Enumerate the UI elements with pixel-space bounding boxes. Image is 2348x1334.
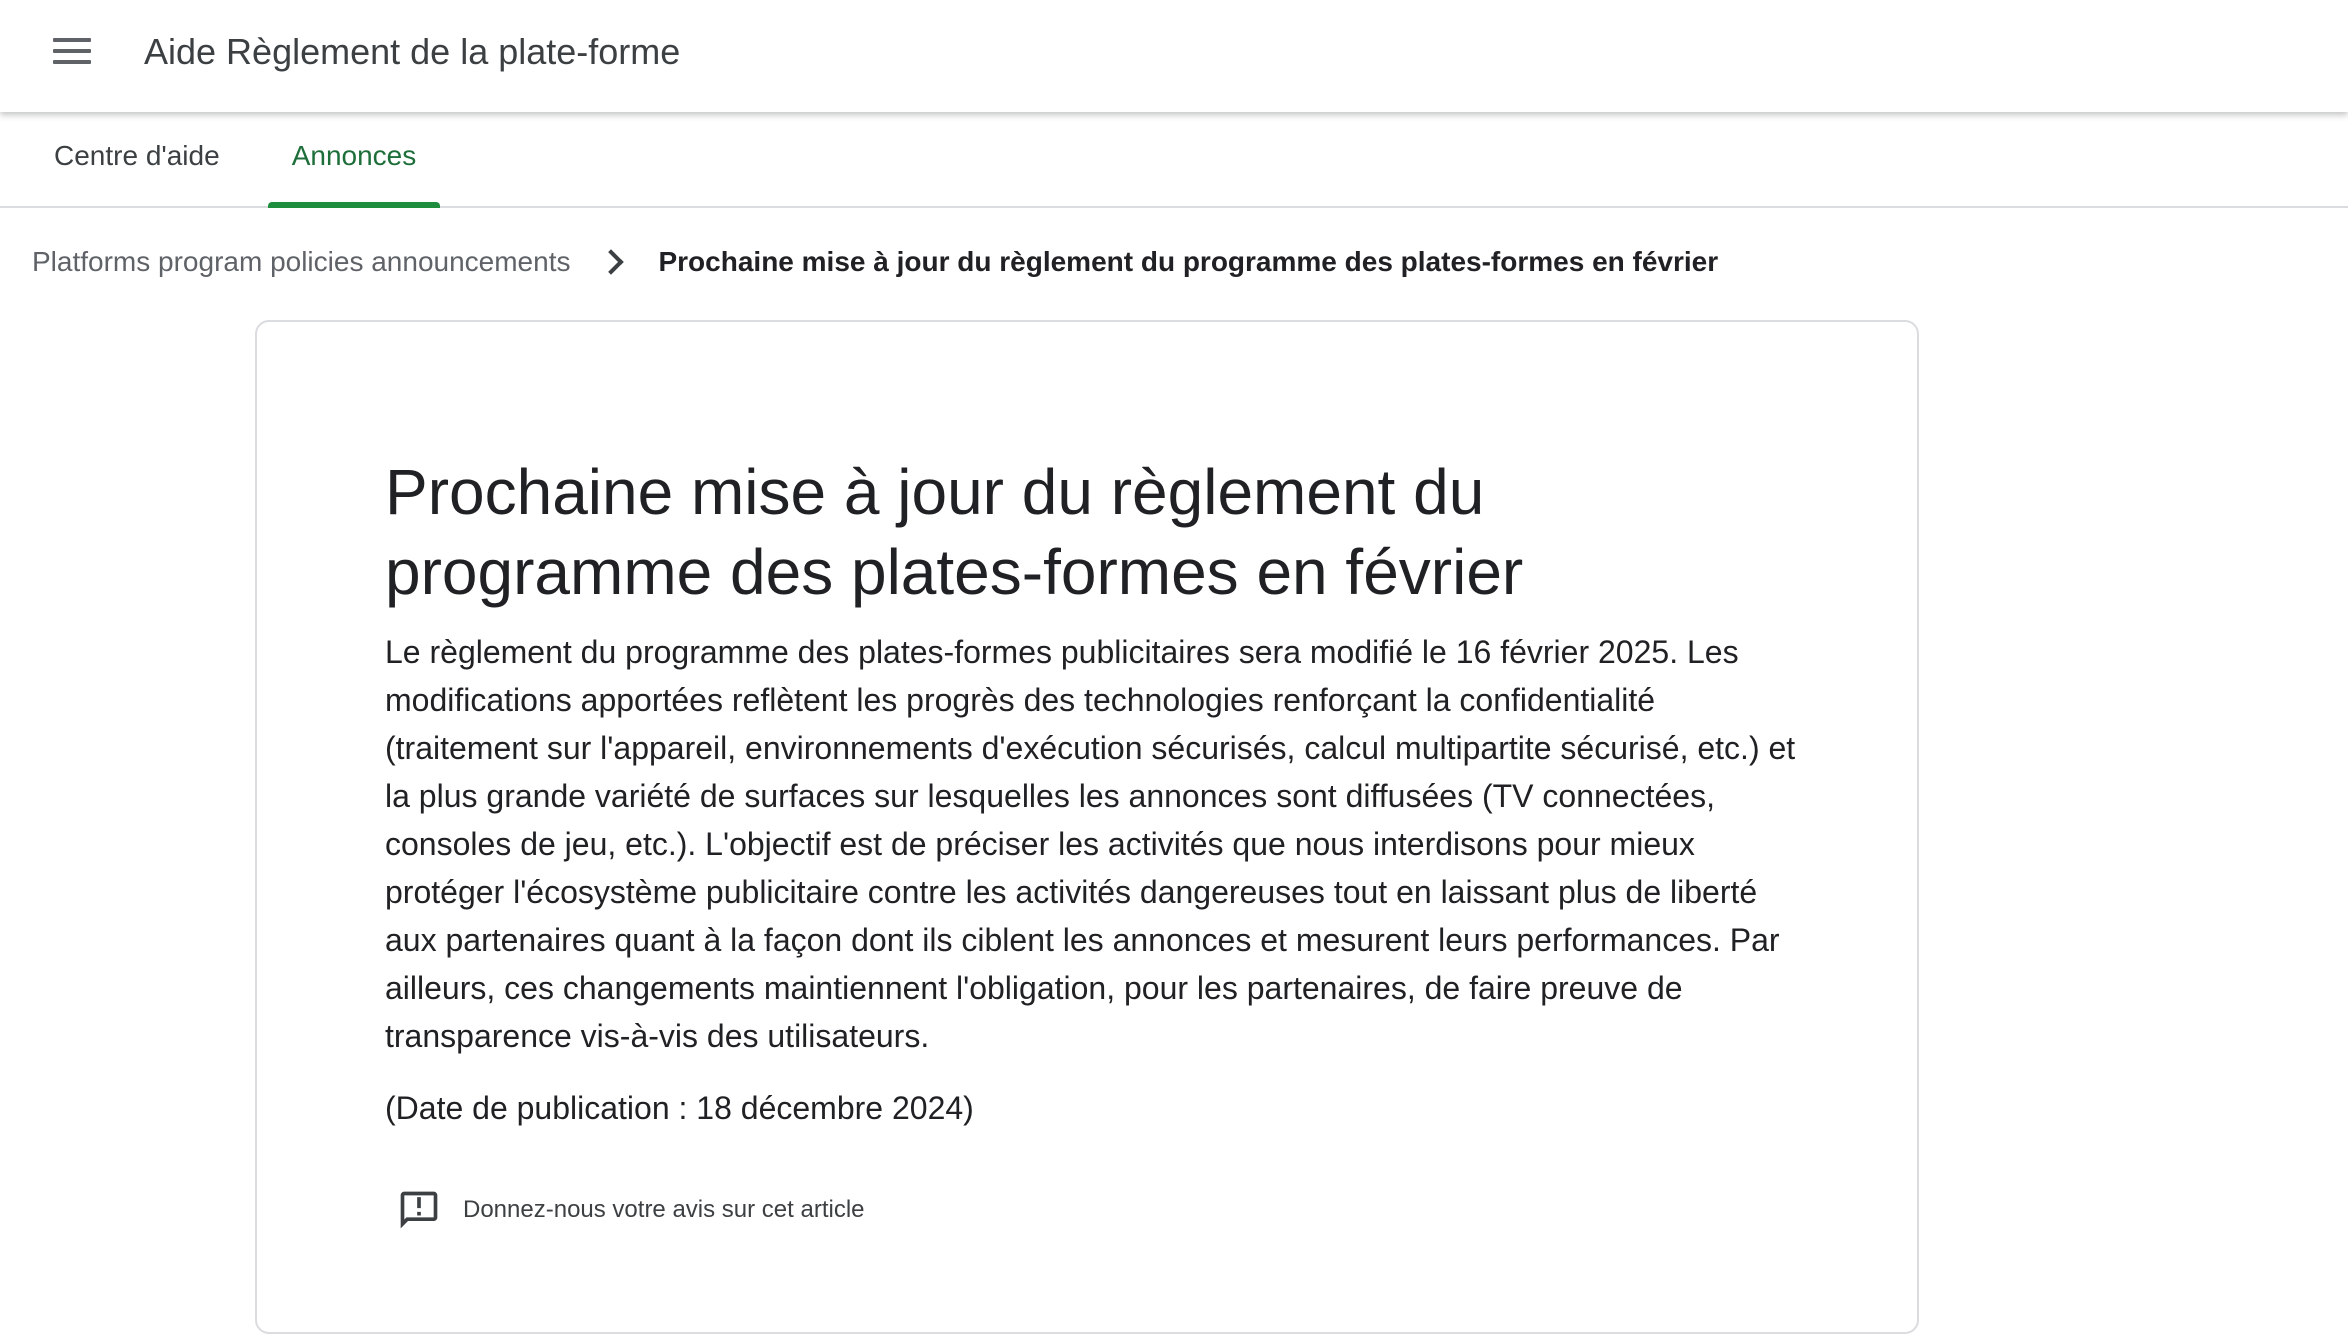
feedback-label: Donnez-nous votre avis sur cet article <box>463 1196 865 1223</box>
chevron-right-icon <box>599 249 624 274</box>
menu-line <box>53 49 91 53</box>
article-body: Le règlement du programme des plates-formes publicitaires sera modifié le 16 février 2025. Les modifications apportées reflètent les progrès des technologies renforçant la confidentialité (traitement sur l'appareil, environnements d'exécution sécurisés, calcul multipartite sécurisé, etc.) et la plus grande variété de surfaces sur lesquelles les annonces sont diffusées (TV connectées, consoles de jeu, etc.). L'objectif est de préciser les activités que nous interdisons pour mieux protéger l'écosystème publicitaire contre les activités dangereuses tout en laissant plus de liberté aux partenaires quant à la façon dont ils ciblent les annonces et mesurent leurs performances. Par ailleurs, ces changements maintiennent l'obligation, pour les partenaires, de faire preuve de transparence vis-à-vis des utilisateurs. <box>385 634 1796 1054</box>
breadcrumb-current: Prochaine mise à jour du règlement du programme des plates-formes en février <box>658 246 1719 277</box>
active-tab-indicator <box>268 202 440 208</box>
breadcrumb-parent-link[interactable]: Platforms program policies announcements <box>32 246 571 277</box>
feedback-icon <box>397 1188 441 1232</box>
article-title: Prochaine mise à jour du règlement du programme des plates-formes en février <box>385 456 1524 608</box>
hamburger-menu-icon[interactable] <box>42 28 102 74</box>
top-app-bar <box>0 0 2348 112</box>
publication-date: (Date de publication : 18 décembre 2024) <box>385 1090 974 1126</box>
tab-announcements-label: Annonces <box>291 140 417 171</box>
feedback-link[interactable] <box>397 1188 865 1232</box>
menu-line <box>53 38 91 42</box>
breadcrumb <box>32 236 1718 288</box>
tab-bar <box>0 112 2348 208</box>
tab-announcements[interactable] <box>268 112 440 206</box>
menu-line <box>53 60 91 64</box>
tab-help-center[interactable]: Centre d'aide <box>54 140 220 171</box>
app-title[interactable]: Aide Règlement de la plate-forme <box>144 31 681 72</box>
article-card <box>255 320 1919 1334</box>
